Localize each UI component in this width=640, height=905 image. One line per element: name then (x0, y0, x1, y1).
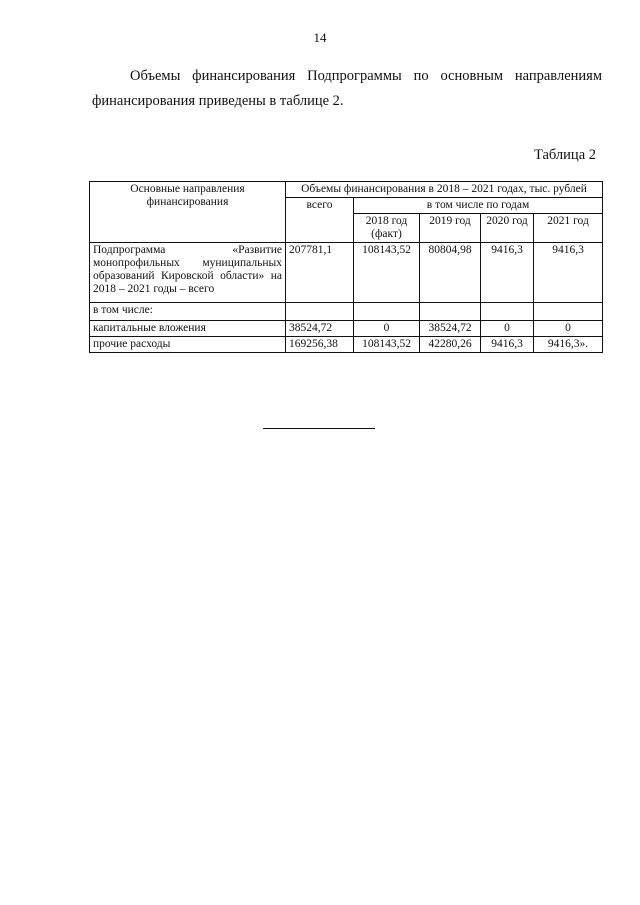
row-name: капитальные вложения (90, 321, 286, 337)
row-name: в том числе: (90, 303, 286, 321)
page-number: 14 (313, 30, 327, 45)
row-value-2019: 80804,98 (420, 243, 481, 303)
row-value-2021: 9416,3 (534, 243, 603, 303)
intro-paragraph (92, 64, 602, 114)
row-total (286, 303, 354, 321)
intro-paragraph-line-2: финансирования приведены в таблице 2. (92, 93, 344, 109)
row-name: Подпрограмма «Развитие монопрофильных муниципальных образований Кировской области» на 2018 – 2021 годы – всего (90, 243, 286, 303)
row-value-2019 (420, 303, 481, 321)
header-year-2018: 2018 год (факт) (354, 214, 420, 243)
row-value-2018: 108143,52 (354, 243, 420, 303)
header-year-2020: 2020 год (481, 214, 534, 243)
header-year-2021: 2021 год (534, 214, 603, 243)
header-year-2019: 2019 год (420, 214, 481, 243)
row-name: прочие расходы (90, 337, 286, 353)
table-row (90, 303, 603, 321)
row-total: 207781,1 (286, 243, 354, 303)
table-row (90, 337, 603, 353)
row-value-2020: 9416,3 (481, 243, 534, 303)
end-rule (263, 428, 375, 429)
row-value-2019: 38524,72 (420, 321, 481, 337)
row-value-2018: 108143,52 (354, 337, 420, 353)
table-row (90, 243, 603, 303)
row-value-2018: 0 (354, 321, 420, 337)
row-value-2021: 0 (534, 321, 603, 337)
row-value-2021 (534, 303, 603, 321)
row-value-2018 (354, 303, 420, 321)
header-volumes: Объемы финансирования в 2018 – 2021 годах, тыс. рублей (286, 182, 603, 198)
row-value-2020: 0 (481, 321, 534, 337)
header-directions: Основные направления финансирования (90, 182, 286, 243)
row-value-2020 (481, 303, 534, 321)
row-total: 169256,38 (286, 337, 354, 353)
header-by-years: в том числе по годам (354, 198, 603, 214)
header-total: всего (286, 198, 354, 243)
table-label: Таблица 2 (533, 147, 596, 163)
intro-paragraph-line-1: Объемы финансирования Подпрограммы по основным направлениям (130, 68, 602, 84)
row-total: 38524,72 (286, 321, 354, 337)
row-value-2020: 9416,3 (481, 337, 534, 353)
financing-table (89, 181, 603, 353)
row-value-2021: 9416,3». (534, 337, 603, 353)
table-row (90, 321, 603, 337)
row-value-2019: 42280,26 (420, 337, 481, 353)
